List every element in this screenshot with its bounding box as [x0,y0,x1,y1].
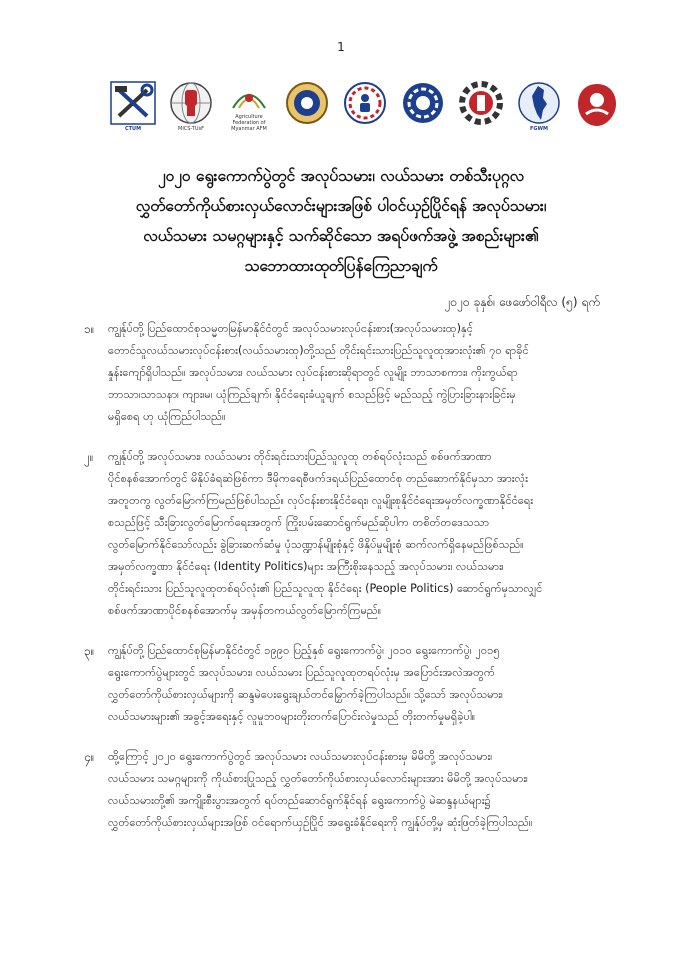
title-line: သဘောထားထုတ်ပြန်ကြေညာချက် [244,257,438,275]
paragraph-line: လွတ်မြောက်နိုင်သော်လည်း ခွဲခြားဆက်ဆံမှု ပုံသဏ္ဍာန်မျိုးစုံနှင့် ဖိနှိပ်မှုမျိုးစုံ ဆက်လက်ရှိနေမည်ဖြစ်သည်။ [108,538,524,551]
paragraph-number: ၄။ [84,750,95,764]
gear-worker-icon [400,80,446,126]
people-circle-icon [342,80,388,126]
paragraph-text [108,318,604,428]
paragraph-line: လွှတ်တော်ကိုယ်စားလှယ်များအဖြစ် ဝင်ရောက်ယှဉ်ပြိုင် အရွေးခံနိုင်ရေးကို ကျွန်ုပ်တို့မှ ဆုံးဖြတ်ခဲ့ကြပါသည်။ [108,816,533,829]
statement-date: ၂၀၂၀ ခုနှစ်၊ ဖေဖော်ဝါရီလ (၅) ရက် [444,295,600,309]
paragraph-line: လယ်သမားတို့၏ အကျိုးစီးပွားအတွက် ရပ်တည်ဆောင်ရွက်နိုင်ရန် ရွေးကောက်ပွဲ မဲဆန္ဒနယ်များ၌ [108,794,491,807]
paragraph-line: ကျွန်ုပ်တို့ ပြည်ထောင်စုမြန်မာနိုင်ငံတွင် ၁၉၉၀ ပြည့်နှစ် ရွေးကောက်ပွဲ၊ ၂၀၁၀ ရွေးကောက်ပွဲ၊ ၂၀၁၅ [108,644,500,657]
paragraph-line: ကျွန်ုပ်တို့ အလုပ်သမား၊ လယ်သမား တိုင်းရင်းသားပြည်သူလူထု တစ်ရပ်လုံးသည် စစ်ဖက်အာဏာ [108,450,492,463]
agriculture-federation-icon [225,80,273,114]
paragraph-line: လွှတ်တော်ကိုယ်စားလှယ်များကို ဆန္ဒမဲပေးရွေးချယ်တင်မြှောက်ခဲ့ကြပါသည်။ သို့သော် အလုပ်သမား၊ [108,688,503,701]
logo-fgwm [514,80,564,136]
paragraph-line: တိုင်းရင်းသား ပြည်သူလူထုတစ်ရပ်လုံး၏ ပြည်သူလူထု နိုင်ငံရေး (People Politics) ဆောင်ရွက်မှသာလျှင် [108,582,543,595]
title-line: ၂၀၂၀ ရွေးကောက်ပွဲတွင် အလုပ်သမား၊ လယ်သမား တစ်သီးပုဂ္ဂလ [157,167,525,185]
paragraph-text [108,640,604,728]
logo-ring [282,80,332,136]
paragraph-line: ပိုင်စနစ်အောက်တွင် မိနိုပ်ခံရဆဲဖြစ်ကာ ဒီမိုကရေစီဖက်ဒရယ်ပြည်ထောင်စု တည်ဆောက်နိုင်မှသာ အားလုံး [108,472,528,485]
paragraph-2 [84,446,604,622]
paragraph-number: ၁။ [84,322,95,336]
paragraph-1 [84,318,604,428]
logo-red-emblem [572,80,622,136]
paragraph-text [108,746,604,834]
statement-body [84,318,604,852]
paragraph-3 [84,640,604,728]
fist-globe-icon [168,80,214,126]
paragraph-line: ထို့ကြောင့် ၂၀၂၀ ရွေးကောက်ပွဲတွင် အလုပ်သမား လယ်သမားလုပ်ငန်းစားမှ မိမိတို့ အလုပ်သမား၊ [108,750,493,763]
paragraph-text [108,446,604,622]
logo-people [340,80,390,136]
page-number: 1 [337,40,345,54]
paragraph-line: တောင်သူလယ်သမားလုပ်ငန်းစား(လယ်သမားထု)တို့သည် တိုင်းရင်းသားပြည်သူလူထုအားလုံး၏ ၇၀ ရာခိုင် [108,344,529,357]
paragraph-line: နှုန်းကျော်ရှိပါသည်။ အလုပ်သမား၊ လယ်သမား လုပ်ငန်းစားဆိုရာတွင် လူမျိုး ဘာသာစကား၊ ကိုးကွယ်ရာ [108,366,518,379]
logo-caption: MICS-TUsF [178,126,204,132]
paragraph-line: ကျွန်ုပ်တို့ ပြည်ထောင်စုသမ္မတမြန်မာနိုင်ငံတွင် အလုပ်သမားလုပ်ငန်းစား(အလုပ်သမားထု)နှင့် [108,322,473,335]
paragraph-line: အတူတကွ လွတ်မြောက်ကြမည်ဖြစ်ပါသည်။ လုပ်ငန်းစားနိုင်ငံရေး၊ လူမျိုးစုနိုင်ငံရေးအမှတ်လက္ခဏာနိုင်ငံရေး [108,494,534,507]
title-line: လယ်သမား သမဂ္ဂများနှင့် သက်ဆိုင်သော အရပ်ဖက်အဖွဲ့ အစည်းများ၏ [143,227,539,245]
logo-caption: CTUM [124,126,142,132]
paragraph-line: လယ်သမားများ၏ အခွင့်အရေးနှင့် လူမှုဘဝများတိုးတက်ပြောင်းလဲမှုသည် တိုးတက်မှုမရှိခဲ့ပါ။ [108,710,476,723]
title-line: လွှတ်တော်ကိုယ်စားလှယ်လောင်းများအဖြစ် ပါဝင်ယှဉ်ပြိုင်ရန် အလုပ်သမား၊ [135,197,547,215]
paragraph-number: ၃။ [84,644,95,658]
ring-circle-icon [284,80,330,126]
paragraph-line: ရွေးကောက်ပွဲများတွင် အလုပ်သမား၊ လယ်သမား ပြည်သူလူထုတရပ်လုံးမှ အပြောင်းအလဲအတွက် [108,666,495,679]
paragraph-line: စသည်ဖြင့် သီးခြားလွတ်မြောက်ရေးအတွက် ကြိုးပမ်းဆောင်ရွက်မည်ဆိုပါက တစိတ်တဒေသသာ [108,516,490,529]
logo-ctum [108,80,158,136]
paragraph-number: ၂။ [84,450,94,464]
paragraph-line: အမှတ်လက္ခဏာ နိုင်ငံရေး (Identity Politics)များ အကြီးစိုးနေသည့် အလုပ်သမား၊ လယ်သမား၊ [108,560,504,573]
logo-gear-worker [398,80,448,136]
paragraph-line: မရှိစေရ ဟု ယုံကြည်ပါသည်။ [108,410,226,423]
ctum-hammer-wrench-icon [109,80,157,126]
logo-mics [166,80,216,136]
paragraph-line: ဘာသာ၊သာသနာ၊ ကျား၊မ၊ ယုံကြည်ချက်၊ နိုင်ငံရေးခံယူချက် စသည်ဖြင့် မည်သည့် ကွဲပြားခြားနားခြင်းမှ [108,388,516,401]
red-emblem-icon [572,80,622,130]
logo-afm [224,80,274,136]
document-title [60,161,622,281]
logo-row [108,80,622,136]
logo-caption: Agriculture Federation of Myanmar AFM [231,114,267,132]
logo-caption: FGWM [529,126,548,132]
paragraph-4 [84,746,604,834]
paragraph-line: လယ်သမား သမဂ္ဂများကို ကိုယ်စားပြုသည့် လွှတ်တော်ကိုယ်စားလှယ်လောင်းများအား မိမိတို့ အလုပ်သမား၊ [108,772,528,785]
paragraph-line: စစ်ဖက်အာဏာပိုင်စနစ်အောက်မှ အမှန်တကယ်လွတ်မြောက်ကြမည်။ [108,604,382,617]
logo-industrial [456,80,506,136]
myanmar-map-icon [516,80,562,126]
industrial-gear-icon [458,80,504,126]
